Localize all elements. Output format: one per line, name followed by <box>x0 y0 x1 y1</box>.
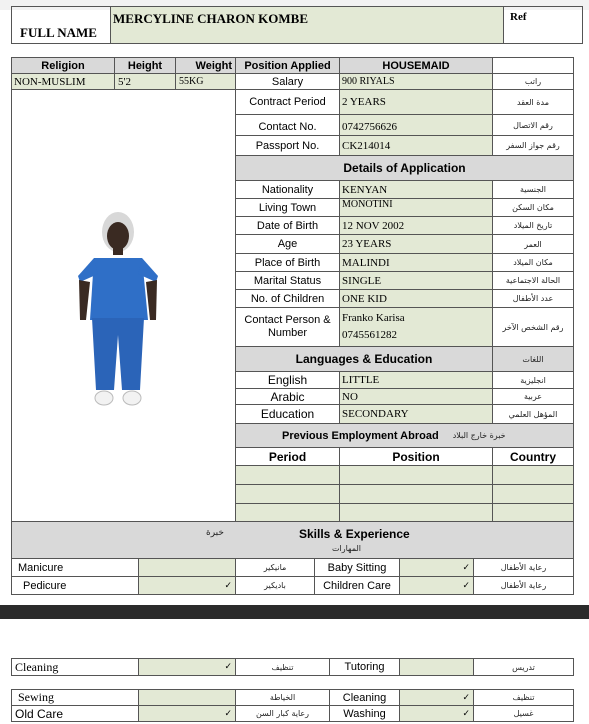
contract-period-value: 2 YEARS <box>339 89 493 115</box>
arabic-arabic: عربية <box>492 388 574 405</box>
living-town-arabic: مكان السكن <box>492 198 574 217</box>
age-arabic: العمر <box>492 234 574 254</box>
skill-tutoring-arabic: تدريس <box>473 658 574 676</box>
employment-row-1-period <box>235 465 340 485</box>
skill-sewing-label: Sewing <box>11 689 139 706</box>
employment-row-3-country <box>492 503 574 522</box>
age-label: Age <box>235 234 340 254</box>
children-label: No. of Children <box>235 289 340 308</box>
skill-old-care-arabic: رعاية كبار السن <box>235 705 330 722</box>
dob-value: 12 NOV 2002 <box>339 216 493 235</box>
employment-row-2-position <box>339 484 493 504</box>
skill-pedicure-check[interactable]: ✓ <box>138 576 236 595</box>
photo-frame <box>11 89 236 522</box>
skills-title-arabic-below: المهارات <box>332 544 362 553</box>
skills-title: Skills & Experience <box>299 527 410 541</box>
dob-arabic: تاريخ الميلاد <box>492 216 574 235</box>
children-value: ONE KID <box>339 289 493 308</box>
employment-row-3-position <box>339 503 493 522</box>
skill-old-care-label: Old Care <box>11 705 139 722</box>
skill-tutoring-label: Tutoring <box>329 658 400 676</box>
skill-old-care-check[interactable]: ✓ <box>138 705 236 722</box>
english-arabic: انجليزية <box>492 371 574 389</box>
period-header: Period <box>235 447 340 466</box>
employment-title-text: Previous Employment Abroad <box>282 429 439 442</box>
place-of-birth-label: Place of Birth <box>235 253 340 272</box>
position-applied-value: HOUSEMAID <box>339 57 493 74</box>
marital-status-value: SINGLE <box>339 271 493 290</box>
contact-no-label: Contact No. <box>235 114 340 136</box>
contact-no-arabic: رقم الاتصال <box>492 114 574 136</box>
marital-status-arabic: الحالة الاجتماعية <box>492 271 574 290</box>
position-arabic-cell <box>492 57 574 74</box>
weight-header: Weight <box>175 57 236 74</box>
salary-arabic: راتب <box>492 73 574 90</box>
position-header: Position <box>339 447 493 466</box>
skill-cleaning-check[interactable]: ✓ <box>138 658 236 676</box>
salary-value: 900 RIYALS <box>339 73 493 90</box>
contact-person-label: Contact Person & Number <box>235 307 340 347</box>
age-value: 23 YEARS <box>339 234 493 254</box>
full-name-label: FULL NAME <box>11 6 111 44</box>
salary-label: Salary <box>235 73 340 90</box>
skills-title-arabic-left: خبرة <box>206 528 224 538</box>
education-label: Education <box>235 404 340 424</box>
page-break-bar <box>0 605 589 619</box>
english-value: LITTLE <box>339 371 493 389</box>
languages-section-title: Languages & Education <box>235 346 493 372</box>
skill-pedicure-label: Pedicure <box>11 576 139 595</box>
skill-sewing-arabic: الخياطة <box>235 689 330 706</box>
dob-label: Date of Birth <box>235 216 340 235</box>
contact-person-arabic: رقم الشخص الآخر <box>492 307 574 347</box>
marital-status-label: Marital Status <box>235 271 340 290</box>
nationality-label: Nationality <box>235 180 340 199</box>
children-arabic: عدد الأطفال <box>492 289 574 308</box>
employment-title-arabic: خبرة خارج البلاد <box>452 431 506 440</box>
country-header: Country <box>492 447 574 466</box>
skill-cleaning-arabic: تنظيف <box>235 658 330 676</box>
religion-header: Religion <box>11 57 115 74</box>
skill-manicure-arabic: مانيكير <box>235 558 315 577</box>
contract-period-label: Contract Period <box>235 89 340 115</box>
skill-manicure-label: Manicure <box>11 558 139 577</box>
contact-person-phone: 0745561282 <box>342 329 397 341</box>
skill-manicure-check[interactable] <box>138 558 236 577</box>
full-name-value: MERCYLINE CHARON KOMBE <box>110 6 504 44</box>
height-header: Height <box>114 57 176 74</box>
skill-baby-sitting-label: Baby Sitting <box>314 558 400 577</box>
skill-children-care-check[interactable]: ✓ <box>399 576 474 595</box>
employment-row-2-country <box>492 484 574 504</box>
skill-cleaning-2-arabic: تنظيف <box>473 689 574 706</box>
place-of-birth-arabic: مكان الميلاد <box>492 253 574 272</box>
skill-baby-sitting-arabic: رعاية الأطفال <box>473 558 574 577</box>
living-town-value: MONOTINI <box>339 198 493 217</box>
employment-row-3-period <box>235 503 340 522</box>
skill-washing-arabic: غسيل <box>473 705 574 722</box>
position-applied-label: Position Applied <box>235 57 340 74</box>
skill-cleaning-label: Cleaning <box>11 658 139 676</box>
passport-no-arabic: رقم جواز السفر <box>492 135 574 156</box>
contract-period-arabic: مدة العقد <box>492 89 574 115</box>
passport-no-value: CK214014 <box>339 135 493 156</box>
employment-row-1-position <box>339 465 493 485</box>
arabic-label: Arabic <box>235 388 340 405</box>
skill-washing-check[interactable]: ✓ <box>399 705 474 722</box>
living-town-label: Living Town <box>235 198 340 217</box>
skill-washing-label: Washing <box>329 705 400 722</box>
skill-tutoring-check[interactable] <box>399 658 474 676</box>
arabic-value: NO <box>339 388 493 405</box>
languages-section-arabic: اللغات <box>492 346 574 372</box>
skill-sewing-check[interactable] <box>138 689 236 706</box>
details-section-title: Details of Application <box>235 155 574 181</box>
nationality-value: KENYAN <box>339 180 493 199</box>
employment-row-1-country <box>492 465 574 485</box>
skill-children-care-arabic: رعاية الأطفال <box>473 576 574 595</box>
english-label: English <box>235 371 340 389</box>
skill-children-care-label: Children Care <box>314 576 400 595</box>
skill-cleaning-2-check[interactable]: ✓ <box>399 689 474 706</box>
ref-label: Ref <box>503 6 583 44</box>
employment-section-title <box>235 423 574 448</box>
contact-person-name: Franko Karisa <box>342 312 405 324</box>
contact-no-value: 0742756626 <box>339 114 493 136</box>
skills-section-title <box>11 521 574 559</box>
skill-cleaning-2-label: Cleaning <box>329 689 400 706</box>
education-value: SECONDARY <box>339 404 493 424</box>
employment-row-2-period <box>235 484 340 504</box>
skill-pedicure-arabic: باديكير <box>235 576 315 595</box>
passport-no-label: Passport No. <box>235 135 340 156</box>
skill-baby-sitting-check[interactable]: ✓ <box>399 558 474 577</box>
education-arabic: المؤهل العلمي <box>492 404 574 424</box>
nationality-arabic: الجنسية <box>492 180 574 199</box>
religion-value: NON-MUSLIM <box>11 73 115 90</box>
contact-person-value <box>339 307 493 347</box>
applicant-photo <box>12 90 235 521</box>
place-of-birth-value: MALINDI <box>339 253 493 272</box>
height-value: 5'2 <box>114 73 176 90</box>
weight-value: 55KG <box>175 73 236 90</box>
